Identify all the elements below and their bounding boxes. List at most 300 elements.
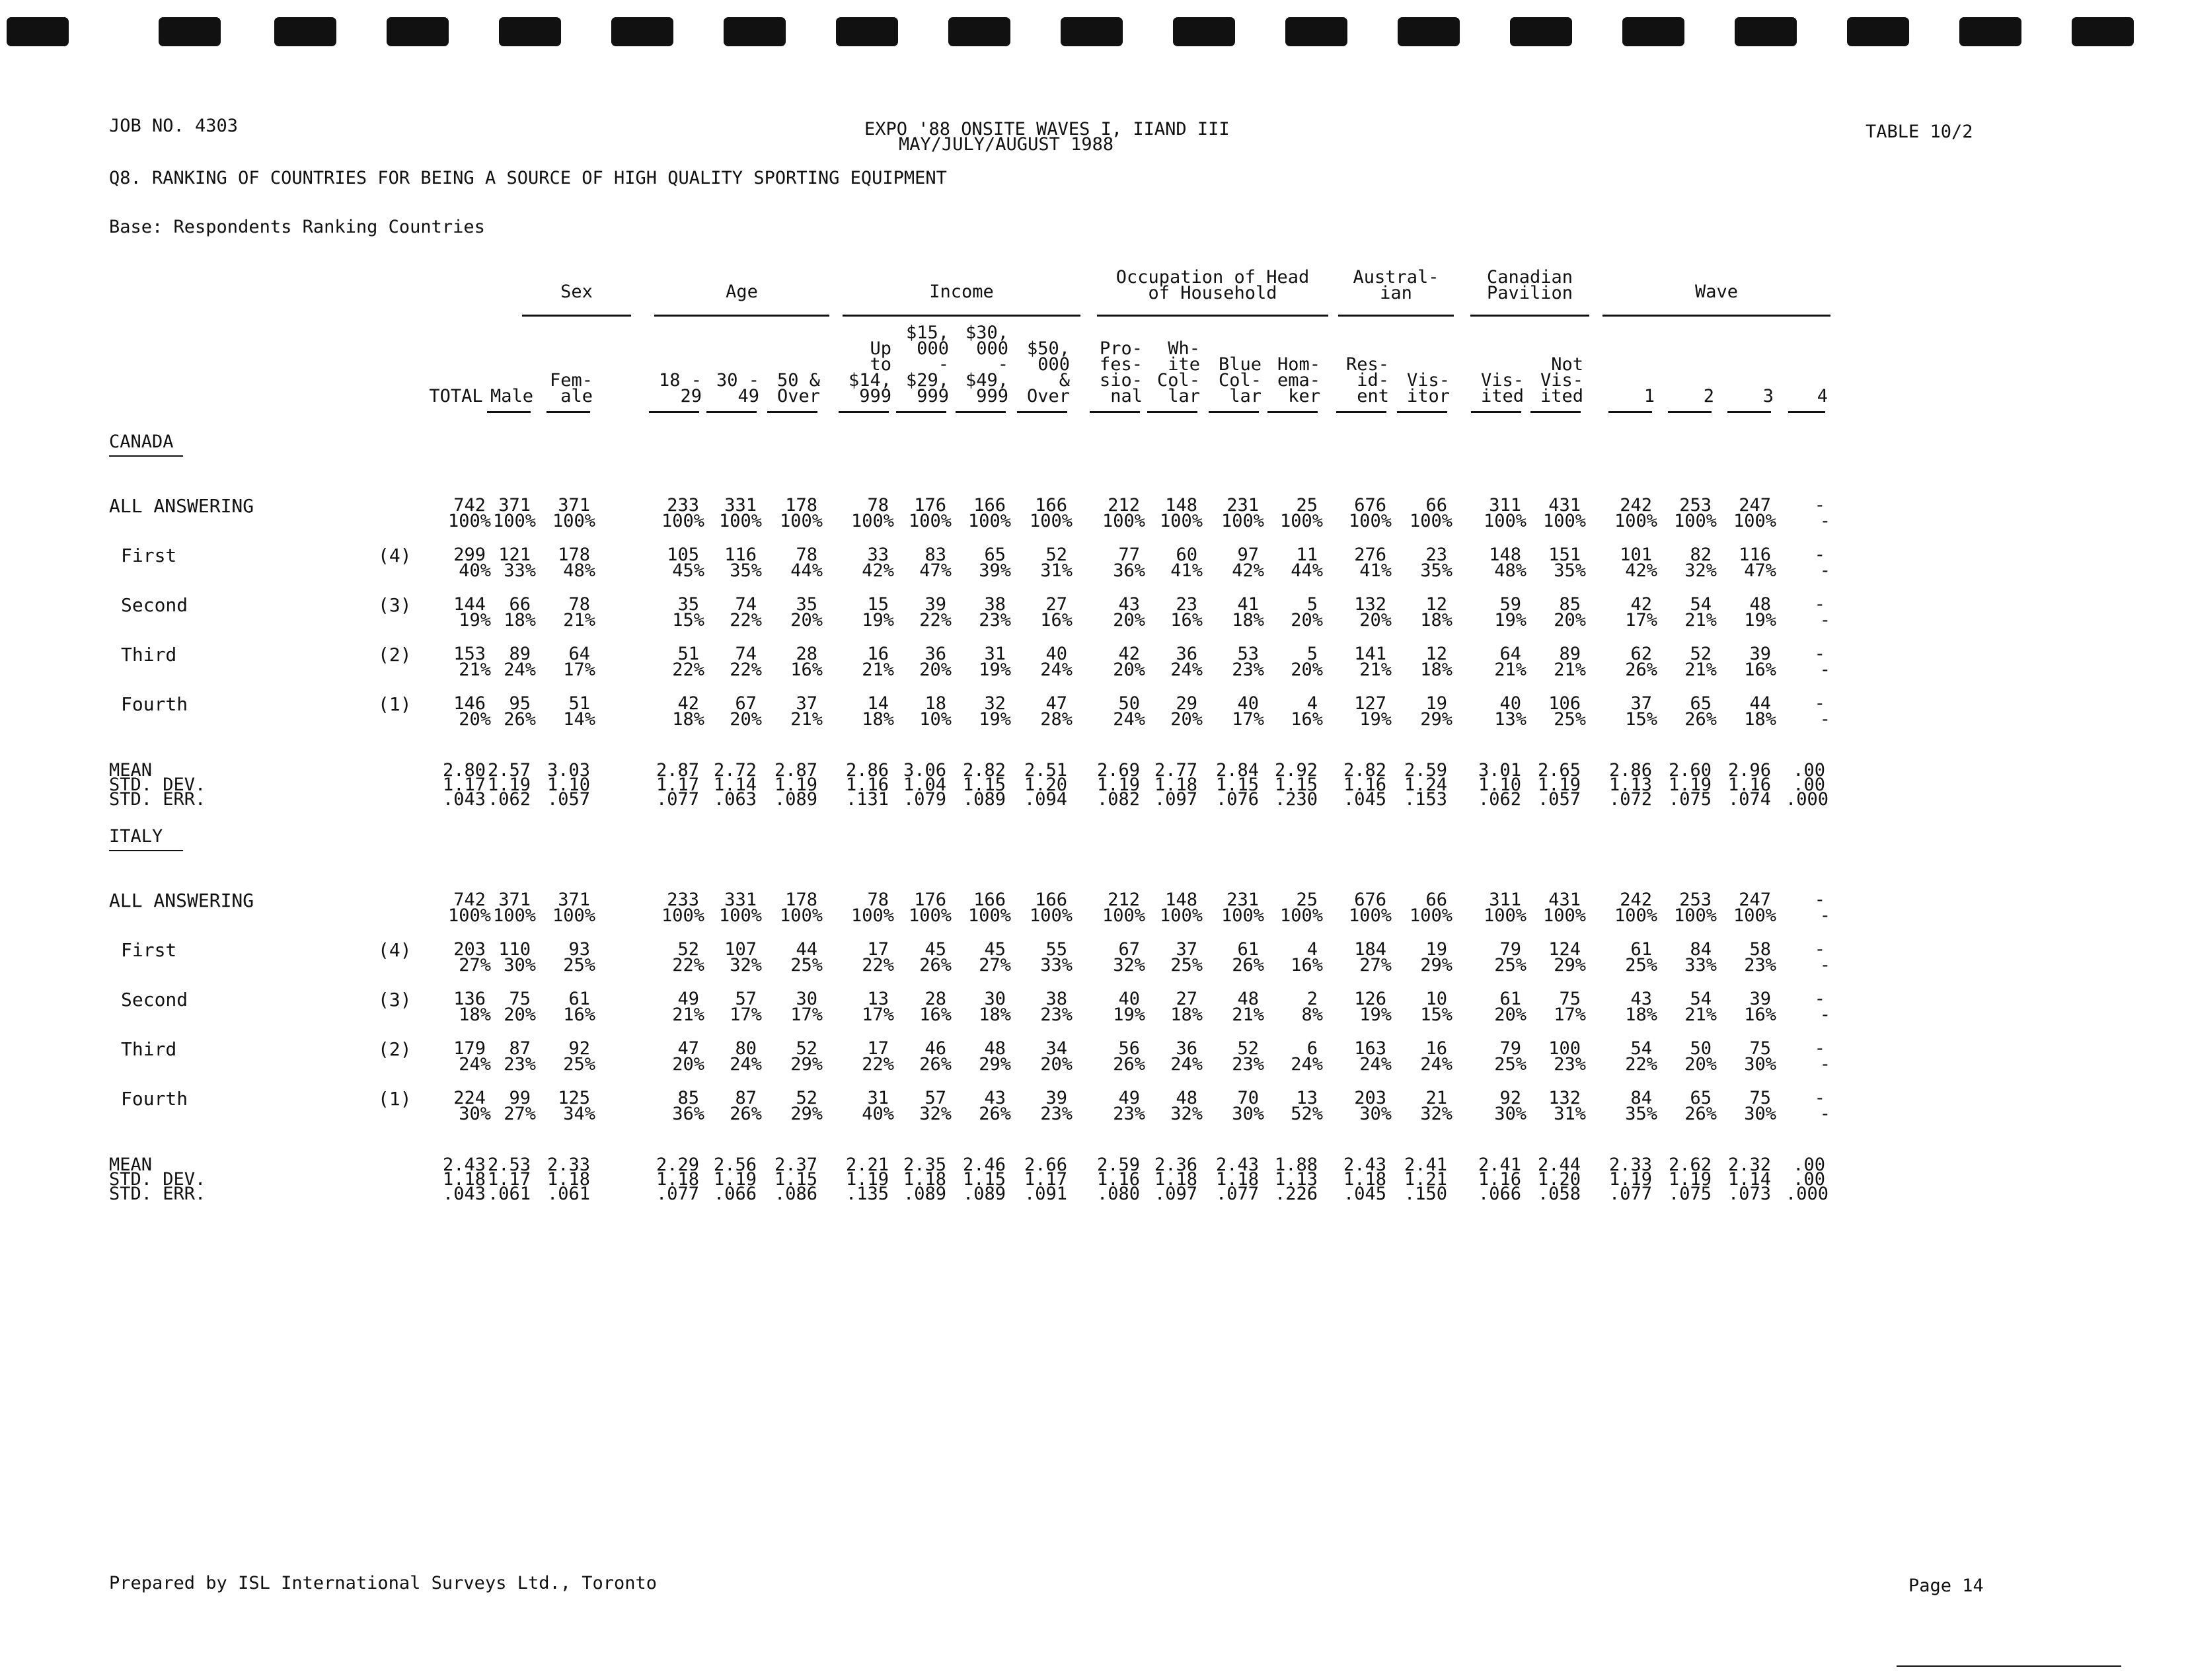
- percent-cell: 15%: [1420, 1005, 1452, 1025]
- count-cell: 110: [498, 939, 531, 960]
- stat-label: MEAN: [109, 1155, 153, 1175]
- count-cell: 78: [796, 545, 817, 565]
- section-title: ITALY: [109, 826, 163, 847]
- count-cell: -: [1814, 1038, 1825, 1059]
- count-cell: 39: [1749, 989, 1771, 1009]
- column-rule: [1788, 411, 1825, 413]
- percent-cell: 19%: [979, 709, 1011, 730]
- stat-label: STD. DEV.: [109, 1169, 206, 1190]
- percent-cell: 44%: [790, 560, 823, 581]
- percent-cell: 22%: [1625, 1054, 1657, 1075]
- count-cell: 125: [558, 1088, 590, 1108]
- percent-cell: 22%: [730, 610, 762, 630]
- feed-hole: [499, 17, 561, 46]
- percent-cell: 27%: [1359, 955, 1392, 975]
- count-cell: 253: [1679, 495, 1712, 515]
- percent-cell: 25%: [563, 955, 595, 975]
- count-cell: 107: [724, 939, 757, 960]
- percent-cell: 48%: [563, 560, 595, 581]
- count-cell: 212: [1108, 495, 1140, 515]
- percent-cell: 24%: [1040, 660, 1073, 680]
- row-label: ALL ANSWERING: [109, 495, 254, 517]
- base-text: Base: Respondents Ranking Countries: [109, 217, 485, 237]
- std-err-cell: .074: [1727, 789, 1771, 810]
- std-dev-cell: 1.19: [774, 775, 817, 795]
- banner-group-label: Austral- ian: [1353, 267, 1439, 303]
- std-err-cell: .066: [713, 1184, 757, 1204]
- std-dev-cell: 1.14: [713, 775, 757, 795]
- count-cell: 4: [1306, 939, 1318, 960]
- percent-cell: 21%: [459, 660, 491, 680]
- count-cell: 61: [568, 989, 590, 1009]
- percent-cell: 20%: [1291, 660, 1323, 680]
- mean-cell: 2.33: [1608, 1155, 1652, 1175]
- count-cell: 75: [1749, 1088, 1771, 1108]
- count-cell: 247: [1739, 890, 1771, 910]
- count-cell: 27: [1176, 989, 1197, 1009]
- percent-cell: 100%: [718, 905, 762, 926]
- count-cell: 43: [1630, 989, 1652, 1009]
- percent-cell: 30%: [1494, 1104, 1526, 1124]
- column-rule: [1336, 411, 1386, 413]
- page-number: Page 14: [1908, 1576, 1984, 1596]
- std-dev-cell: 1.19: [845, 1169, 889, 1190]
- count-cell: -: [1814, 989, 1825, 1009]
- percent-cell: 21%: [790, 709, 823, 730]
- count-cell: 13: [1296, 1088, 1318, 1108]
- count-cell: -: [1814, 890, 1825, 910]
- count-cell: 136: [453, 989, 486, 1009]
- column-header: Res- id- ent: [1345, 354, 1389, 406]
- percent-cell: 24%: [1359, 1054, 1392, 1075]
- count-cell: 30: [984, 989, 1006, 1009]
- count-cell: 21: [1425, 1088, 1447, 1108]
- column-header: $50, 000 & Over: [1026, 338, 1070, 406]
- count-cell: 83: [924, 545, 946, 565]
- std-err-cell: .082: [1096, 789, 1140, 810]
- count-cell: 31: [867, 1088, 889, 1108]
- count-cell: -: [1814, 495, 1825, 515]
- banner-group-label: Sex: [560, 282, 593, 302]
- count-cell: 38: [984, 594, 1006, 615]
- count-cell: 44: [1749, 693, 1771, 714]
- count-cell: 79: [1499, 1038, 1521, 1059]
- count-cell: 66: [1425, 495, 1447, 515]
- feed-hole: [724, 17, 786, 46]
- percent-cell: 100%: [1483, 905, 1526, 926]
- std-dev-cell: 1.16: [1096, 1169, 1140, 1190]
- percent-cell: 21%: [1554, 660, 1586, 680]
- percent-cell: 23%: [979, 610, 1011, 630]
- std-dev-cell: 1.19: [1537, 775, 1581, 795]
- std-err-cell: .057: [1537, 789, 1581, 810]
- column-header: 1: [1643, 386, 1655, 406]
- percent-cell: 16%: [1744, 1005, 1776, 1025]
- mean-cell: 2.36: [1154, 1155, 1197, 1175]
- count-cell: 231: [1226, 495, 1259, 515]
- percent-cell: 20%: [1040, 1054, 1073, 1075]
- std-dev-cell: 1.13: [1274, 1169, 1318, 1190]
- std-dev-cell: 1.18: [442, 1169, 486, 1190]
- count-cell: 166: [1035, 495, 1067, 515]
- count-cell: 23: [1176, 594, 1197, 615]
- percent-cell: 18%: [459, 1005, 491, 1025]
- count-cell: 29: [1176, 693, 1197, 714]
- std-dev-cell: 1.19: [1668, 775, 1712, 795]
- percent-cell: 47%: [1744, 560, 1776, 581]
- count-cell: 276: [1354, 545, 1386, 565]
- count-cell: 84: [1630, 1088, 1652, 1108]
- percent-cell: 100%: [1733, 905, 1776, 926]
- count-cell: 121: [498, 545, 531, 565]
- count-cell: 49: [1118, 1088, 1140, 1108]
- count-cell: 85: [1559, 594, 1581, 615]
- column-rule: [1090, 411, 1140, 413]
- std-err-cell: .057: [546, 789, 590, 810]
- count-cell: 17: [867, 939, 889, 960]
- banner-group-rule: [1602, 315, 1830, 317]
- column-header: 30 - 49: [716, 370, 759, 406]
- column-rule: [1530, 411, 1581, 413]
- count-cell: 28: [796, 644, 817, 664]
- count-cell: 82: [1690, 545, 1712, 565]
- percent-cell: 13%: [1494, 709, 1526, 730]
- mean-cell: 2.72: [713, 760, 757, 781]
- count-cell: -: [1814, 939, 1825, 960]
- count-cell: 37: [1176, 939, 1197, 960]
- feed-hole: [1847, 17, 1909, 46]
- percent-cell: 100%: [908, 905, 952, 926]
- count-cell: 52: [796, 1038, 817, 1059]
- count-cell: 99: [509, 1088, 531, 1108]
- percent-cell: 100%: [1348, 905, 1392, 926]
- mean-cell: 2.59: [1096, 1155, 1140, 1175]
- percent-cell: 26%: [1625, 660, 1657, 680]
- count-cell: 65: [1690, 1088, 1712, 1108]
- banner-group-label: Income: [929, 282, 994, 302]
- mean-cell: 2.65: [1537, 760, 1581, 781]
- column-header: Wh- ite Col- lar: [1156, 338, 1200, 406]
- percent-cell: 20%: [459, 709, 491, 730]
- column-rule: [487, 411, 531, 413]
- percent-cell: 42%: [1232, 560, 1264, 581]
- std-dev-cell: 1.19: [1096, 775, 1140, 795]
- count-cell: 179: [453, 1038, 486, 1059]
- count-cell: 75: [509, 989, 531, 1009]
- tractor-feed-holes: [0, 17, 2186, 57]
- count-cell: 10: [1425, 989, 1447, 1009]
- percent-cell: 100%: [1159, 511, 1203, 531]
- count-cell: 31: [984, 644, 1006, 664]
- percent-cell: 23%: [1232, 1054, 1264, 1075]
- percent-cell: 48%: [1494, 560, 1526, 581]
- percent-cell: 32%: [1420, 1104, 1452, 1124]
- percent-cell: 100%: [1673, 905, 1717, 926]
- count-cell: 35: [677, 594, 699, 615]
- percent-cell: -: [1819, 1054, 1830, 1075]
- percent-cell: 27%: [459, 955, 491, 975]
- percent-cell: 33%: [1040, 955, 1073, 975]
- percent-cell: 100%: [1102, 511, 1145, 531]
- count-cell: 39: [1749, 644, 1771, 664]
- count-cell: 54: [1690, 989, 1712, 1009]
- percent-cell: 8%: [1301, 1005, 1323, 1025]
- count-cell: 48: [1237, 989, 1259, 1009]
- count-cell: 54: [1690, 594, 1712, 615]
- count-cell: 52: [677, 939, 699, 960]
- count-cell: 166: [973, 890, 1006, 910]
- count-cell: 49: [677, 989, 699, 1009]
- percent-cell: 20%: [1170, 709, 1203, 730]
- mean-cell: 2.43: [442, 1155, 486, 1175]
- count-cell: 148: [1165, 890, 1197, 910]
- count-cell: 742: [453, 890, 486, 910]
- percent-cell: 27%: [979, 955, 1011, 975]
- column-header: Not Vis- ited: [1540, 354, 1583, 406]
- count-cell: 53: [1237, 644, 1259, 664]
- percent-cell: 100%: [1159, 905, 1203, 926]
- count-cell: 39: [1045, 1088, 1067, 1108]
- row-score-code: (1): [378, 693, 412, 715]
- column-header: Up to $14, 999: [848, 338, 891, 406]
- percent-cell: 32%: [919, 1104, 952, 1124]
- report-title-line1: EXPO '88 ONSITE WAVES I, IIAND III: [864, 119, 1230, 139]
- percent-cell: -: [1819, 560, 1830, 581]
- feed-hole: [836, 17, 898, 46]
- std-err-cell: .077: [1608, 1184, 1652, 1204]
- std-dev-cell: 1.18: [1154, 1169, 1197, 1190]
- percent-cell: 30%: [1744, 1054, 1776, 1075]
- count-cell: 61: [1499, 989, 1521, 1009]
- count-cell: 28: [924, 989, 946, 1009]
- column-rule: [1267, 411, 1318, 413]
- percent-cell: 17%: [1554, 1005, 1586, 1025]
- percent-cell: 100%: [967, 905, 1011, 926]
- column-header: Hom- ema- ker: [1277, 354, 1320, 406]
- count-cell: 6: [1306, 1038, 1318, 1059]
- std-dev-cell: 1.18: [546, 1169, 590, 1190]
- column-header: Vis- ited: [1480, 370, 1524, 406]
- percent-cell: 19%: [1359, 709, 1392, 730]
- count-cell: 85: [677, 1088, 699, 1108]
- section-title-rule: [109, 850, 183, 851]
- count-cell: 371: [498, 495, 531, 515]
- count-cell: 124: [1548, 939, 1581, 960]
- percent-cell: 26%: [1684, 1104, 1717, 1124]
- count-cell: 163: [1354, 1038, 1386, 1059]
- count-cell: 311: [1489, 890, 1521, 910]
- count-cell: 18: [924, 693, 946, 714]
- feed-hole: [159, 17, 221, 46]
- column-rule: [546, 411, 590, 413]
- percent-cell: 14%: [563, 709, 595, 730]
- column-header: 18 - 29: [658, 370, 702, 406]
- feed-hole: [611, 17, 673, 46]
- std-err-cell: .045: [1343, 789, 1386, 810]
- count-cell: 75: [1749, 1038, 1771, 1059]
- std-dev-cell: 1.15: [1274, 775, 1318, 795]
- std-err-cell: .089: [903, 1184, 946, 1204]
- percent-cell: 21%: [862, 660, 894, 680]
- count-cell: 242: [1620, 890, 1652, 910]
- std-dev-cell: 1.18: [903, 1169, 946, 1190]
- std-err-cell: .097: [1154, 789, 1197, 810]
- percent-cell: 23%: [1040, 1104, 1073, 1124]
- percent-cell: -: [1819, 709, 1830, 730]
- count-cell: 132: [1548, 1088, 1581, 1108]
- column-header: Blue Col- lar: [1218, 354, 1262, 406]
- mean-cell: 2.21: [845, 1155, 889, 1175]
- percent-cell: 19%: [979, 660, 1011, 680]
- percent-cell: 100%: [1279, 511, 1323, 531]
- count-cell: 52: [1045, 545, 1067, 565]
- percent-cell: 18%: [504, 610, 536, 630]
- count-cell: 116: [724, 545, 757, 565]
- count-cell: 78: [568, 594, 590, 615]
- std-err-cell: .086: [774, 1184, 817, 1204]
- count-cell: 42: [1118, 644, 1140, 664]
- percent-cell: 24%: [730, 1054, 762, 1075]
- percent-cell: 20%: [504, 1005, 536, 1025]
- std-dev-cell: 1.17: [442, 775, 486, 795]
- percent-cell: 100%: [1733, 511, 1776, 531]
- std-err-cell: .230: [1274, 789, 1318, 810]
- banner-group-rule: [1097, 315, 1328, 317]
- percent-cell: 19%: [1359, 1005, 1392, 1025]
- count-cell: 62: [1630, 644, 1652, 664]
- percent-cell: 17%: [1232, 709, 1264, 730]
- count-cell: 105: [667, 545, 699, 565]
- feed-hole: [1061, 17, 1123, 46]
- count-cell: 253: [1679, 890, 1712, 910]
- percent-cell: 29%: [979, 1054, 1011, 1075]
- count-cell: 17: [867, 1038, 889, 1059]
- std-dev-cell: 1.17: [487, 1169, 531, 1190]
- count-cell: 47: [1045, 693, 1067, 714]
- percent-cell: 18%: [862, 709, 894, 730]
- mean-cell: 2.66: [1024, 1155, 1067, 1175]
- std-err-cell: .075: [1668, 789, 1712, 810]
- percent-cell: 24%: [1113, 709, 1145, 730]
- count-cell: 64: [1499, 644, 1521, 664]
- column-rule: [706, 411, 757, 413]
- row-label: Third: [121, 644, 177, 666]
- feed-hole: [274, 17, 336, 46]
- percent-cell: 20%: [1554, 610, 1586, 630]
- percent-cell: 41%: [1170, 560, 1203, 581]
- count-cell: 52: [1690, 644, 1712, 664]
- percent-cell: 100%: [492, 905, 536, 926]
- column-rule: [649, 411, 699, 413]
- mean-cell: 2.37: [774, 1155, 817, 1175]
- column-rule: [1147, 411, 1197, 413]
- mean-cell: .00: [1793, 760, 1825, 781]
- std-err-cell: .077: [1215, 1184, 1259, 1204]
- std-dev-cell: 1.14: [1727, 1169, 1771, 1190]
- count-cell: 36: [924, 644, 946, 664]
- column-header: $30, 000 - $49, 999: [965, 323, 1008, 406]
- count-cell: 11: [1296, 545, 1318, 565]
- percent-cell: 20%: [1684, 1054, 1717, 1075]
- percent-cell: 100%: [552, 511, 595, 531]
- percent-cell: 100%: [1542, 511, 1586, 531]
- page-edge-rule: [1897, 1665, 2121, 1667]
- percent-cell: -: [1819, 955, 1830, 975]
- std-err-cell: .061: [487, 1184, 531, 1204]
- count-cell: 23: [1425, 545, 1447, 565]
- percent-cell: -: [1819, 511, 1830, 531]
- percent-cell: 26%: [730, 1104, 762, 1124]
- count-cell: 126: [1354, 989, 1386, 1009]
- std-err-cell: .094: [1024, 789, 1067, 810]
- percent-cell: 33%: [1684, 955, 1717, 975]
- count-cell: 39: [924, 594, 946, 615]
- percent-cell: 30%: [504, 955, 536, 975]
- percent-cell: 100%: [850, 905, 894, 926]
- percent-cell: 45%: [672, 560, 704, 581]
- count-cell: 178: [785, 495, 817, 515]
- mean-cell: 2.86: [845, 760, 889, 781]
- count-cell: 74: [735, 594, 757, 615]
- count-cell: 176: [914, 890, 946, 910]
- count-cell: 371: [558, 495, 590, 515]
- column-header: $15, 000 - $29, 999: [905, 323, 949, 406]
- percent-cell: 31%: [1554, 1104, 1586, 1124]
- question-text: Q8. RANKING OF COUNTRIES FOR BEING A SOURCE OF HIGH QUALITY SPORTING EQUIPMENT: [109, 168, 947, 188]
- column-rule: [1017, 411, 1067, 413]
- row-score-code: (3): [378, 989, 412, 1011]
- count-cell: 79: [1499, 939, 1521, 960]
- mean-cell: 2.80: [442, 760, 486, 781]
- count-cell: -: [1814, 644, 1825, 664]
- count-cell: 56: [1118, 1038, 1140, 1059]
- std-dev-cell: 1.24: [1404, 775, 1447, 795]
- count-cell: 37: [796, 693, 817, 714]
- percent-cell: 16%: [790, 660, 823, 680]
- percent-cell: 26%: [919, 1054, 952, 1075]
- percent-cell: 28%: [1040, 709, 1073, 730]
- count-cell: -: [1814, 693, 1825, 714]
- count-cell: 35: [796, 594, 817, 615]
- row-label: Fourth: [121, 1088, 188, 1110]
- banner-group-rule: [1470, 315, 1589, 317]
- feed-hole: [1959, 17, 2021, 46]
- percent-cell: 32%: [1113, 955, 1145, 975]
- count-cell: 36: [1176, 644, 1197, 664]
- feed-hole: [1735, 17, 1797, 46]
- percent-cell: 100%: [1614, 905, 1657, 926]
- percent-cell: 100%: [1279, 905, 1323, 926]
- count-cell: 42: [677, 693, 699, 714]
- row-score-code: (3): [378, 594, 412, 616]
- percent-cell: 32%: [1170, 1104, 1203, 1124]
- percent-cell: -: [1819, 660, 1830, 680]
- count-cell: 92: [1499, 1088, 1521, 1108]
- percent-cell: 17%: [1625, 610, 1657, 630]
- banner-group-rule: [522, 315, 631, 317]
- percent-cell: 30%: [1232, 1104, 1264, 1124]
- percent-cell: 20%: [1359, 610, 1392, 630]
- std-dev-cell: 1.18: [1154, 775, 1197, 795]
- prepared-by-footer: Prepared by ISL International Surveys Ltd., Toronto: [109, 1573, 658, 1593]
- percent-cell: 100%: [908, 511, 952, 531]
- count-cell: 43: [984, 1088, 1006, 1108]
- percent-cell: 31%: [1040, 560, 1073, 581]
- percent-cell: 100%: [779, 905, 823, 926]
- mean-cell: 2.69: [1096, 760, 1140, 781]
- percent-cell: 100%: [1102, 905, 1145, 926]
- percent-cell: 100%: [718, 511, 762, 531]
